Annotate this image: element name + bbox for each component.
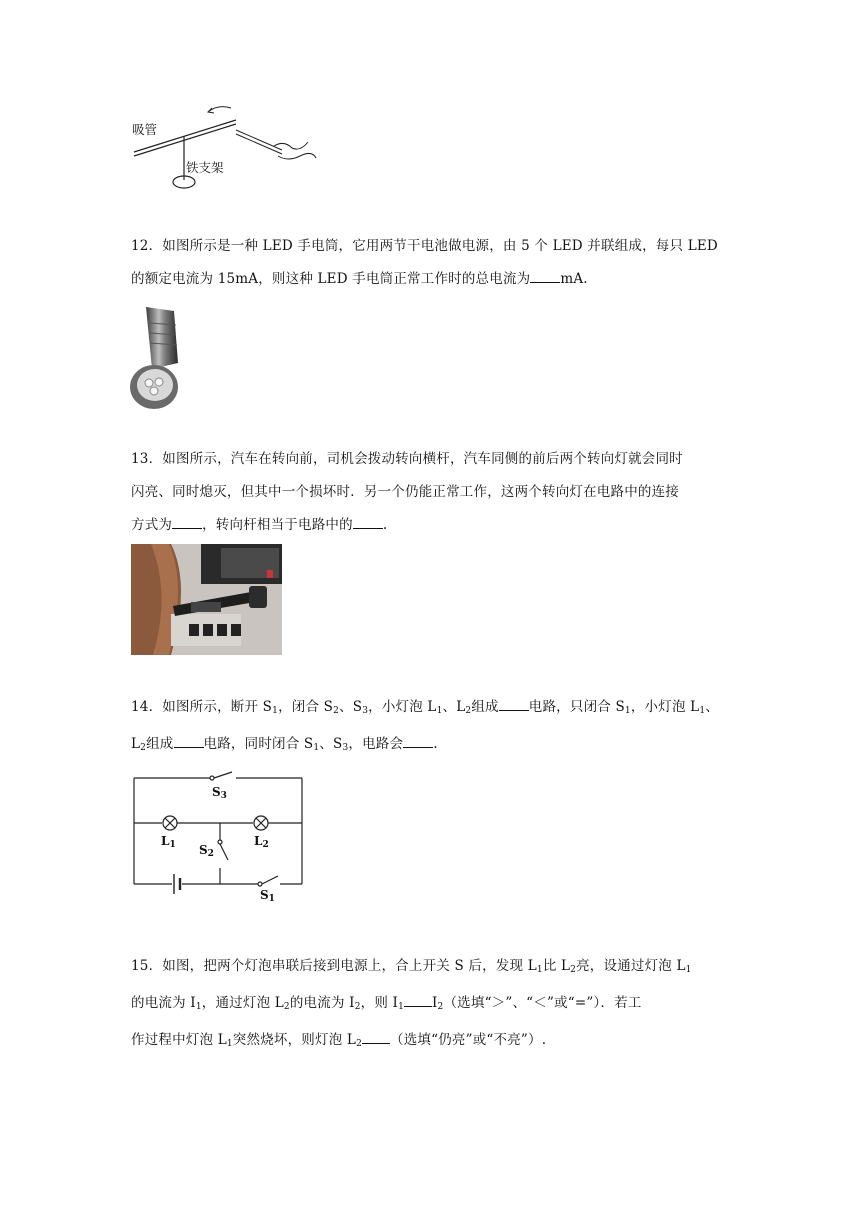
turn-signal-photo: [131, 544, 282, 655]
answer-blank: [172, 515, 202, 529]
q14-text: 、S: [319, 736, 343, 752]
q15-text: 比 L: [542, 958, 571, 974]
q12-number: 12．: [131, 238, 163, 254]
sub: 2: [140, 743, 147, 753]
sub: 2: [262, 840, 269, 850]
sub: 1: [195, 1002, 202, 1012]
q14-number: 14．: [131, 699, 163, 715]
q14-text: ，电路会: [348, 736, 404, 752]
answer-blank: [499, 697, 529, 711]
q14-text: ，闭合 S: [278, 699, 334, 715]
q15-text: 如图，把两个灯泡串联后接到电源上，合上开关 S 后，发现 L: [162, 958, 537, 974]
q14-text: 、S: [339, 699, 363, 715]
sub: 1: [226, 1039, 233, 1049]
q14-text: 、L: [442, 699, 466, 715]
sub: 2: [356, 1039, 362, 1049]
question-13: [131, 443, 746, 542]
answer-blank: [403, 734, 433, 748]
sub: 2: [333, 706, 340, 716]
sub: 1: [268, 894, 275, 904]
q14-text: 组成: [146, 736, 174, 752]
label-l1-text: L: [161, 834, 170, 848]
q15-text: I: [432, 995, 438, 1011]
sub: 2: [570, 965, 577, 975]
sub: 1: [272, 706, 279, 716]
q13-line3a: 方式为: [131, 517, 173, 533]
q15-text: ，则 I: [360, 995, 399, 1011]
q12-line1: 如图所示是一种 LED 手电筒，它用两节干电池做电源，由 5 个 LED 并联组成，每只 LED: [162, 238, 718, 254]
answer-blank: [404, 993, 432, 1007]
sub: 1: [699, 706, 706, 716]
label-s3-text: S: [212, 785, 221, 799]
q15-text: 的电流为 I: [289, 995, 355, 1011]
sub: 2: [465, 706, 472, 716]
q14-text: L: [131, 736, 141, 752]
q13-line2: 闪亮、同时熄灭，但其中一个损坏时．另一个仍能正常工作，这两个转向灯在电路中的连接: [131, 484, 679, 500]
q15-text: 突然烧坏，则灯泡 L: [232, 1032, 357, 1048]
q14-text: .: [433, 736, 438, 752]
label-s1-text: S: [260, 888, 269, 902]
q13-line1: 如图所示，汽车在转向前，司机会拨动转向横杆，汽车同侧的前后两个转向灯就会同时: [162, 451, 683, 467]
answer-blank: [353, 515, 383, 529]
sub: 2: [437, 1002, 444, 1012]
label-straw: 吸管: [132, 122, 158, 137]
label-s2-text: S: [199, 843, 208, 857]
q15-text: ，通过灯泡 L: [201, 995, 284, 1011]
q13-number: 13．: [131, 451, 163, 467]
q12-line2: 的额定电流为 15mA，则这种 LED 手电筒正常工作时的总电流为: [131, 271, 531, 287]
sub: 1: [313, 743, 320, 753]
label-s2: [199, 843, 214, 859]
q15-text: （选填“仍亮”或“不亮”）.: [390, 1032, 547, 1048]
q13-line3b: ，转向杆相当于电路中的: [202, 517, 353, 533]
answer-blank: [362, 1030, 390, 1044]
sub: 1: [398, 1002, 404, 1012]
sub: 1: [436, 706, 443, 716]
straw-diagram: [128, 100, 328, 200]
label-l2: [254, 834, 269, 850]
question-12: [131, 230, 746, 296]
q12-unit: mA.: [560, 271, 588, 287]
sub: 3: [362, 706, 369, 716]
sub: 3: [342, 743, 349, 753]
q15-text: 的电流为 I: [131, 995, 196, 1011]
flashlight-photo: [128, 303, 184, 411]
sub: 1: [536, 965, 543, 975]
sub: 1: [169, 840, 176, 850]
answer-blank: [530, 269, 560, 283]
sub: 2: [354, 1002, 361, 1012]
q14-text: ，小灯泡 L: [630, 699, 700, 715]
sub: 2: [283, 1002, 290, 1012]
q15-text: 作过程中灯泡 L: [131, 1032, 227, 1048]
label-l2-text: L: [254, 834, 263, 848]
q15-text: （选填“＞”、“＜”或“=”）．若工: [443, 995, 642, 1011]
question-14: [131, 691, 746, 765]
circuit-diagram: [128, 770, 308, 910]
q14-text: 、: [705, 699, 719, 715]
q14-text: 组成: [471, 699, 499, 715]
label-l1: [161, 834, 176, 850]
q15-number: 15．: [131, 958, 163, 974]
q14-text: ，小灯泡 L: [368, 699, 437, 715]
q15-text: 亮，设通过灯泡 L: [576, 958, 686, 974]
sub: 2: [207, 849, 214, 859]
sub: 3: [220, 791, 227, 801]
q14-text: 如图所示，断开 S: [162, 699, 273, 715]
q14-text: 电路，同时闭合 S: [203, 736, 314, 752]
sub: 1: [624, 706, 631, 716]
sub: 1: [685, 965, 692, 975]
q14-text: 电路，只闭合 S: [528, 699, 625, 715]
label-s3: [212, 785, 227, 801]
q13-line3c: .: [382, 517, 388, 533]
label-s1: [260, 888, 275, 904]
question-15: [131, 950, 746, 1061]
label-iron-stand: 铁支架: [186, 160, 224, 175]
answer-blank: [174, 734, 204, 748]
straw-figure: [128, 100, 328, 200]
